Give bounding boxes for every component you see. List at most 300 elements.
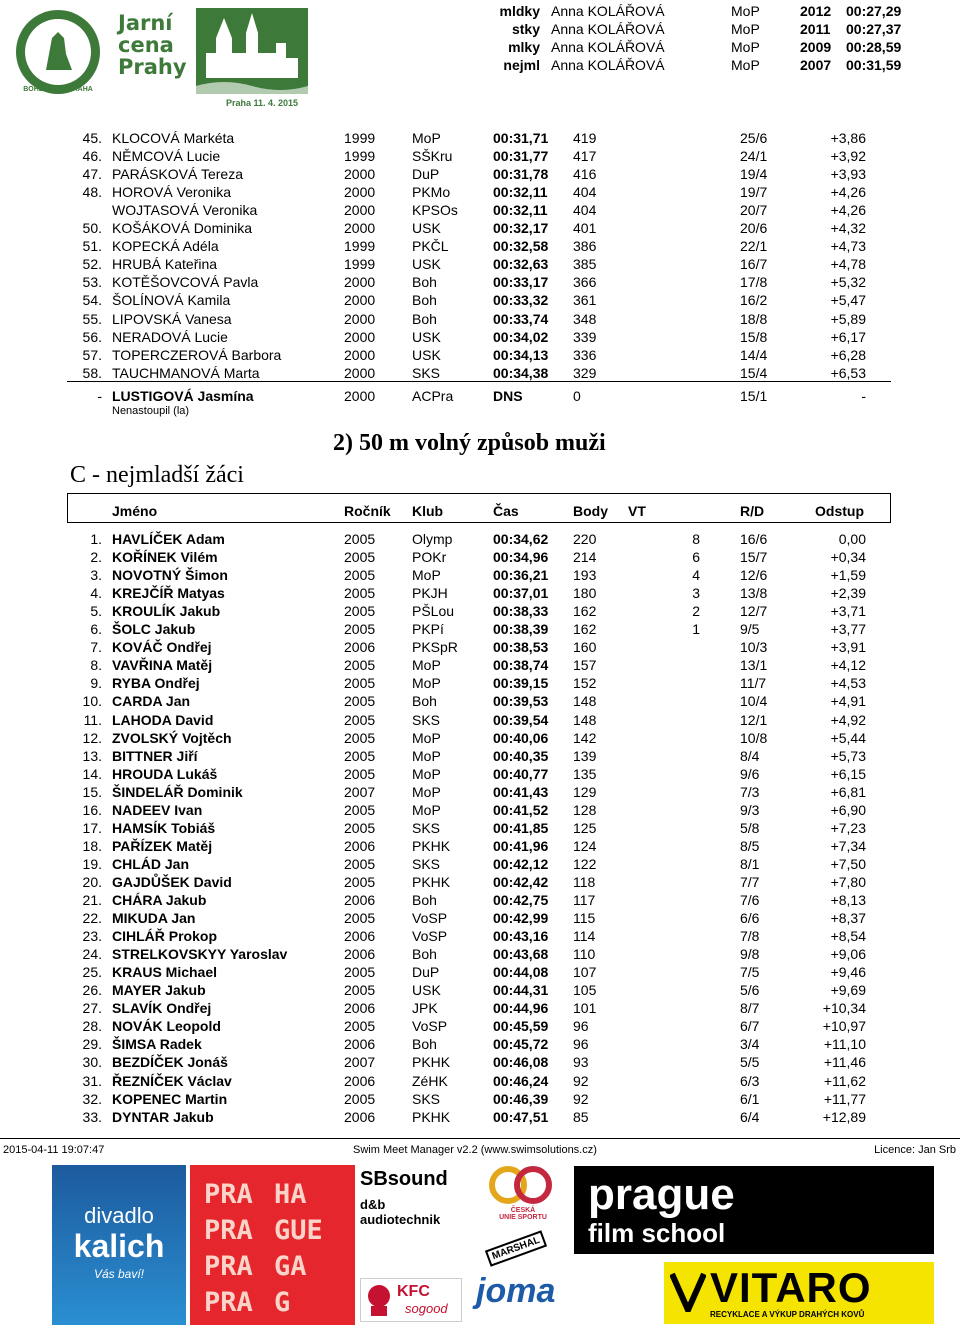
table-row <box>0 692 960 710</box>
cell-time: 00:34,62 <box>493 531 549 547</box>
cell-year: 2005 <box>344 585 376 602</box>
cell-year: 2006 <box>344 1000 376 1017</box>
cell-club: PKPí <box>412 621 444 638</box>
col-vt: VT <box>628 503 646 519</box>
col-name: Jméno <box>112 503 158 519</box>
record-category: mldky <box>499 3 540 19</box>
cell-rd: 20/6 <box>740 220 768 237</box>
cell-points: 96 <box>573 1036 589 1053</box>
cell-year: 2000 <box>344 274 376 291</box>
cell-rank: 6. <box>90 621 102 638</box>
cell-time: 00:41,96 <box>493 837 549 854</box>
cell-points: 401 <box>573 220 597 237</box>
cell-diff: +7,80 <box>830 873 866 890</box>
cell-time: 00:32,11 <box>493 184 548 201</box>
record-year: 2012 <box>800 3 832 19</box>
cell-year: 2000 <box>344 220 376 237</box>
cell-name: CARDA Jan <box>112 693 191 710</box>
cell-time: 00:42,99 <box>493 910 549 927</box>
cell-points: 114 <box>573 928 596 945</box>
logo-date: Praha 11. 4. 2015 <box>226 98 299 108</box>
cell-time: 00:39,54 <box>493 711 549 728</box>
table-row <box>0 747 960 765</box>
cell-club: MoP <box>412 657 441 674</box>
cell-name: HOROVÁ Veronika <box>112 184 232 201</box>
cell-rank: 30. <box>82 1054 102 1071</box>
table-row <box>0 711 960 729</box>
footer-divider <box>0 1138 960 1139</box>
cell-points: 160 <box>573 639 597 656</box>
cell-rd: 10/4 <box>740 693 768 710</box>
cell-points: 148 <box>573 711 597 728</box>
cell-points: 142 <box>573 729 597 746</box>
cell-points: 105 <box>573 982 597 999</box>
cell-name: KREJČÍŘ Matyas <box>112 585 225 602</box>
cell-time: 00:38,74 <box>493 657 549 674</box>
cell-rd: 5/5 <box>740 1054 760 1071</box>
col-year: Ročník <box>344 503 391 519</box>
cell-name: NĚMCOVÁ Lucie <box>112 148 221 165</box>
cell-diff: +11,46 <box>823 1054 866 1071</box>
cell-rd: 13/1 <box>740 657 768 674</box>
cell-club: MoP <box>412 801 441 818</box>
cell-vt: 3 <box>692 585 700 602</box>
cell-points: 92 <box>573 1090 589 1107</box>
cell-year: 2005 <box>344 910 376 927</box>
cell-time: 00:39,15 <box>493 675 549 692</box>
table-row <box>0 364 960 382</box>
cell-rd: 18/8 <box>740 310 768 327</box>
cell-diff: +3,86 <box>830 130 866 146</box>
cell-year: 2000 <box>344 364 376 381</box>
cell-club: SKS <box>412 364 441 381</box>
cell-year: 2005 <box>344 801 376 818</box>
cell-vt: 8 <box>692 531 700 547</box>
cell-club: Boh <box>412 274 437 291</box>
cell-club: KPSOs <box>412 202 458 219</box>
cell-rank: 50. <box>82 220 102 237</box>
column-header <box>0 502 960 520</box>
cell-club: MoP <box>412 783 441 800</box>
cell-rd: 8/5 <box>740 837 760 854</box>
table-row <box>0 765 960 783</box>
cell-points: 220 <box>573 531 597 547</box>
cell-diff: +12,89 <box>822 1108 866 1125</box>
cell-rd: 6/4 <box>740 1108 760 1125</box>
cell-year: 2005 <box>344 819 376 836</box>
footer-timestamp: 2015-04-11 19:07:47 <box>3 1144 105 1156</box>
record-category: stky <box>511 21 540 37</box>
cell-rank: 57. <box>82 346 102 363</box>
cell-club: MoP <box>412 747 441 764</box>
record-year: 2011 <box>800 21 831 37</box>
cell-points: 101 <box>573 1000 597 1017</box>
cell-club: Boh <box>412 892 437 908</box>
cell-name: MIKUDA Jan <box>112 910 196 927</box>
cell-year: 2005 <box>344 531 376 547</box>
cell-year: 2005 <box>344 1090 376 1107</box>
record-category: nejml <box>503 57 540 73</box>
event-logo <box>14 8 304 110</box>
cell-time: 00:44,31 <box>493 982 549 999</box>
table-row <box>0 674 960 692</box>
cell-name: ZVOLSKÝ Vojtěch <box>112 729 232 746</box>
cell-name: NOVOTNÝ Šimon <box>112 567 228 584</box>
cell-name: RYBA Ondřej <box>112 675 200 692</box>
cell-rd: 17/8 <box>740 274 768 291</box>
sponsor-vitaro: VITARO RECYKLACE A VÝKUP DRAHÝCH KOVŮ <box>664 1262 934 1324</box>
cell-club: MoP <box>412 130 441 146</box>
cell-year: 2006 <box>344 1108 376 1125</box>
cell-time: 00:45,59 <box>493 1018 549 1035</box>
cell-time: 00:42,75 <box>493 892 549 908</box>
cell-diff: +8,54 <box>830 928 866 945</box>
cell-diff: +11,10 <box>823 1036 866 1053</box>
cell-rank: 12. <box>82 729 102 746</box>
table-row <box>0 620 960 638</box>
footer-licence: Licence: Jan Srb <box>874 1144 956 1156</box>
cell-points: 148 <box>573 693 597 710</box>
table-row <box>0 927 960 945</box>
cell-year: 2000 <box>344 202 376 219</box>
cell-club: PKČL <box>412 238 449 255</box>
cell-time: 00:47,51 <box>493 1108 549 1125</box>
praha-word: PRA <box>204 1287 253 1318</box>
cell-name: SLAVÍK Ondřej <box>112 1000 212 1017</box>
cell-rank: 18. <box>82 837 102 854</box>
cell-club: ZéHK <box>412 1072 448 1089</box>
cell-diff: +5,73 <box>830 747 866 764</box>
table-row <box>0 855 960 873</box>
cell-time: 00:37,01 <box>493 585 549 602</box>
cell-name: KOVÁČ Ondřej <box>112 639 212 656</box>
cell-rank: 22. <box>82 910 102 927</box>
cell-points: 339 <box>573 328 597 345</box>
cell-club: VoSP <box>412 928 448 945</box>
category-title: C - nejmladší žáci <box>70 462 244 488</box>
cell-diff: +7,23 <box>830 819 866 836</box>
cell-time: 00:31,71 <box>493 130 549 146</box>
sponsor-cus: ČESKÁ UNIE SPORTU <box>484 1165 562 1231</box>
cell-rank: 51. <box>82 238 102 255</box>
cell-year: 1999 <box>344 238 376 255</box>
cell-year: 2006 <box>344 892 376 908</box>
cell-time: 00:32,11 <box>493 202 548 219</box>
cell-club: Boh <box>412 693 437 710</box>
cell-diff: +1,59 <box>830 567 866 584</box>
cell-points: 122 <box>573 855 597 872</box>
table-row <box>0 945 960 963</box>
cell-points: 157 <box>573 657 597 674</box>
cell-name: BEZDÍČEK Jonáš <box>112 1054 228 1071</box>
cell-year: 2005 <box>344 747 376 764</box>
cell-points: 152 <box>573 675 597 692</box>
cell-name: HAMSÍK Tobiáš <box>112 819 216 836</box>
cell-rank: 1. <box>90 531 102 547</box>
cell-rd: 14/4 <box>740 346 768 363</box>
cell-points: 129 <box>573 783 597 800</box>
cell-name: VAVŘINA Matěj <box>112 657 213 674</box>
cell-time: 00:32,17 <box>493 220 549 237</box>
praha-word: GA <box>274 1251 307 1282</box>
cell-rank: 21. <box>82 892 102 908</box>
cell-diff: +6,15 <box>830 765 866 782</box>
table-row <box>0 291 960 309</box>
cell-diff: +6,17 <box>830 328 866 345</box>
cell-year: 2000 <box>344 166 376 183</box>
table-row <box>0 255 960 273</box>
cell-diff: +3,93 <box>830 166 866 183</box>
cell-rd: 12/1 <box>740 711 768 728</box>
cell-time: 00:34,13 <box>493 346 549 363</box>
cell-rank: 19. <box>82 855 102 872</box>
cell-points: 135 <box>573 765 597 782</box>
cell-year: 2006 <box>344 946 376 963</box>
cell-rank: 20. <box>82 873 102 890</box>
cell-vt: 6 <box>692 549 700 566</box>
cell-name: KOŠÁKOVÁ Dominika <box>112 220 253 237</box>
cell-name: KOPECKÁ Adéla <box>112 238 219 255</box>
cell-diff: +6,28 <box>830 346 866 363</box>
dns-row: - LUSTIGOVÁ Jasmína 2000 ACPra DNS 0 15/1 - <box>97 388 866 404</box>
logo-badge-text: BOHEMIANS PRAHA <box>23 86 93 93</box>
record-club: MoP <box>731 21 760 37</box>
cell-club: USK <box>412 982 441 999</box>
cell-name: KOPENEC Martin <box>112 1090 228 1107</box>
cell-rank: 9. <box>90 675 102 692</box>
cell-time: 00:44,96 <box>493 1000 549 1017</box>
cell-points: 124 <box>573 837 597 854</box>
col-points: Body <box>573 503 608 519</box>
cell-time: 00:43,68 <box>493 946 549 963</box>
table-row <box>0 1108 960 1126</box>
table-row <box>0 201 960 219</box>
cell-points: 416 <box>573 166 597 183</box>
cell-rd: 8/1 <box>740 855 760 872</box>
cell-diff: +4,92 <box>830 711 866 728</box>
cell-rd: 6/1 <box>740 1090 760 1107</box>
cell-year: 2005 <box>344 549 376 566</box>
cell-time: 00:38,39 <box>493 621 549 638</box>
cell-diff: +3,77 <box>830 621 866 638</box>
cell-diff: +7,34 <box>830 837 866 854</box>
cell-club: PKHK <box>412 873 451 890</box>
cell-points: 180 <box>573 585 597 602</box>
cell-time: 00:38,33 <box>493 603 549 620</box>
cell-rank: 26. <box>82 982 102 999</box>
cell-time: 00:40,35 <box>493 747 549 764</box>
cell-rd: 7/7 <box>740 873 760 890</box>
cell-club: USK <box>412 328 441 345</box>
praha-word: PRA <box>204 1215 253 1246</box>
cell-rd: 12/7 <box>740 603 768 620</box>
footer-software: Swim Meet Manager v2.2 (www.swimsolutions.cz) <box>353 1144 597 1156</box>
cell-name: WOJTASOVÁ Veronika <box>112 202 258 219</box>
cell-name: PARÁSKOVÁ Tereza <box>112 166 243 183</box>
cell-year: 2006 <box>344 639 376 656</box>
table-row <box>0 548 960 566</box>
cell-diff: +9,46 <box>830 964 866 981</box>
cell-time: 00:40,77 <box>493 765 549 782</box>
cell-diff: +10,97 <box>822 1018 866 1035</box>
bohemians-badge-icon <box>14 8 102 98</box>
cell-rank: 4. <box>90 585 102 602</box>
kfc-colonel-icon <box>365 1282 393 1318</box>
cell-rank: 17. <box>82 819 102 836</box>
cell-rd: 10/3 <box>740 639 768 656</box>
event-title: 2) 50 m volný způsob muži <box>333 430 606 456</box>
cell-club: PKHK <box>412 1054 451 1071</box>
table-row <box>0 783 960 801</box>
cell-club: SKS <box>412 1090 441 1107</box>
cell-points: 162 <box>573 603 597 620</box>
table-row <box>0 999 960 1017</box>
table-row <box>0 1053 960 1071</box>
sponsor-joma: joma <box>476 1272 556 1310</box>
cell-club: POKr <box>412 549 447 566</box>
cell-vt: 1 <box>692 621 700 638</box>
cell-year: 2005 <box>344 964 376 981</box>
cell-time: 00:33,74 <box>493 310 549 327</box>
cell-points: 118 <box>573 873 596 890</box>
cell-name: GAJDŮŠEK David <box>112 873 232 890</box>
cell-time: 00:42,12 <box>493 855 549 872</box>
cell-rank: 27. <box>82 1000 102 1017</box>
cell-rd: 15/8 <box>740 328 768 345</box>
cell-rd: 6/7 <box>740 1018 760 1035</box>
cell-time: 00:41,52 <box>493 801 549 818</box>
cell-rank: 13. <box>82 747 102 764</box>
cell-year: 2006 <box>344 1036 376 1053</box>
cell-points: 417 <box>573 148 597 165</box>
cell-name: KOŘÍNEK Vilém <box>112 549 218 566</box>
record-name: Anna KOLÁŘOVÁ <box>551 21 665 37</box>
cell-points: 115 <box>573 910 596 927</box>
table-row <box>0 801 960 819</box>
cell-club: MoP <box>412 765 441 782</box>
cell-rd: 25/6 <box>740 130 768 146</box>
cell-diff: +8,37 <box>830 910 866 927</box>
cell-diff: +7,50 <box>830 855 866 872</box>
cell-diff: +5,89 <box>830 310 866 327</box>
cell-points: 366 <box>573 274 597 291</box>
cell-name: ŠOLC Jakub <box>112 621 196 638</box>
cell-club: MoP <box>412 729 441 746</box>
table-row <box>0 530 960 548</box>
table-row <box>0 819 960 837</box>
cell-diff: +9,06 <box>830 946 866 963</box>
table-row <box>0 147 960 165</box>
cell-points: 139 <box>573 747 597 764</box>
cell-club: PKHK <box>412 1108 451 1125</box>
cell-name: HROUDA Lukáš <box>112 765 218 782</box>
cell-rank: 48. <box>82 184 102 201</box>
cell-year: 2005 <box>344 675 376 692</box>
table-row <box>0 981 960 999</box>
cell-club: MoP <box>412 567 441 584</box>
record-club: MoP <box>731 3 760 19</box>
cell-name: TAUCHMANOVÁ Marta <box>112 364 260 381</box>
cell-diff: +5,32 <box>830 274 866 291</box>
cell-time: 00:32,63 <box>493 256 549 273</box>
cell-diff: +4,12 <box>830 657 866 674</box>
cell-rd: 16/2 <box>740 292 768 309</box>
cell-time: 00:41,43 <box>493 783 549 800</box>
cell-time: 00:34,96 <box>493 549 549 566</box>
table-row <box>0 1090 960 1108</box>
table-row <box>0 602 960 620</box>
cell-points: 336 <box>573 346 597 363</box>
cell-name: BITTNER Jiří <box>112 747 198 764</box>
record-year: 2007 <box>800 57 832 73</box>
cell-name: KLOCOVÁ Markéta <box>112 130 235 146</box>
cell-rd: 19/4 <box>740 166 768 183</box>
logo-title-2: cena <box>118 33 174 57</box>
table-row <box>0 891 960 909</box>
cell-time: 00:36,21 <box>493 567 549 584</box>
cell-time: 00:43,16 <box>493 928 549 945</box>
cell-club: PŠLou <box>412 603 455 620</box>
cell-time: 00:46,08 <box>493 1054 549 1071</box>
cell-time: 00:31,77 <box>493 148 549 165</box>
table-row <box>0 584 960 602</box>
sponsor-sbsound: SBsound d&b audiotechnik <box>360 1168 448 1227</box>
cell-year: 2005 <box>344 657 376 674</box>
cell-year: 2005 <box>344 855 376 872</box>
cell-name: KOTĚŠOVCOVÁ Pavla <box>112 274 259 291</box>
cell-club: USK <box>412 256 441 273</box>
cell-rank: 32. <box>82 1090 102 1107</box>
col-club: Klub <box>412 503 444 519</box>
cell-rd: 24/1 <box>740 148 768 165</box>
cell-name: KROULÍK Jakub <box>112 603 221 620</box>
record-name: Anna KOLÁŘOVÁ <box>551 39 665 55</box>
cell-rank: 54. <box>82 292 102 309</box>
cell-diff: +0,34 <box>830 549 866 566</box>
cell-year: 2005 <box>344 603 376 620</box>
cell-year: 2007 <box>344 783 376 800</box>
cell-rd: 9/6 <box>740 765 760 782</box>
cell-name: MAYER Jakub <box>112 982 206 999</box>
cell-year: 2005 <box>344 567 376 584</box>
cell-points: 193 <box>573 567 597 584</box>
table-row <box>0 729 960 747</box>
cell-year: 2000 <box>344 310 376 327</box>
vitaro-logo-icon <box>670 1272 706 1312</box>
cell-year: 2000 <box>344 292 376 309</box>
cell-rank: 24. <box>82 946 102 963</box>
table-row <box>0 237 960 255</box>
cell-club: Boh <box>412 1036 437 1053</box>
cell-points: 110 <box>573 946 596 963</box>
cell-diff: +3,91 <box>830 639 866 656</box>
cell-diff: +5,44 <box>830 729 866 746</box>
sponsor-prague-film-school: prague film school <box>574 1166 934 1254</box>
cell-rd: 11/7 <box>740 675 767 692</box>
cell-rd: 20/7 <box>740 202 768 219</box>
cell-time: 00:44,08 <box>493 964 549 981</box>
cell-rd: 19/7 <box>740 184 768 201</box>
cell-club: PKJH <box>412 585 448 602</box>
record-year: 2009 <box>800 39 832 55</box>
cell-year: 2005 <box>344 1018 376 1035</box>
cell-club: DuP <box>412 166 440 183</box>
cell-club: PKSpR <box>412 639 458 656</box>
praha-word: GUE <box>274 1215 323 1246</box>
record-club: MoP <box>731 39 760 55</box>
col-time: Čas <box>493 503 519 519</box>
col-diff: Odstup <box>815 503 864 519</box>
